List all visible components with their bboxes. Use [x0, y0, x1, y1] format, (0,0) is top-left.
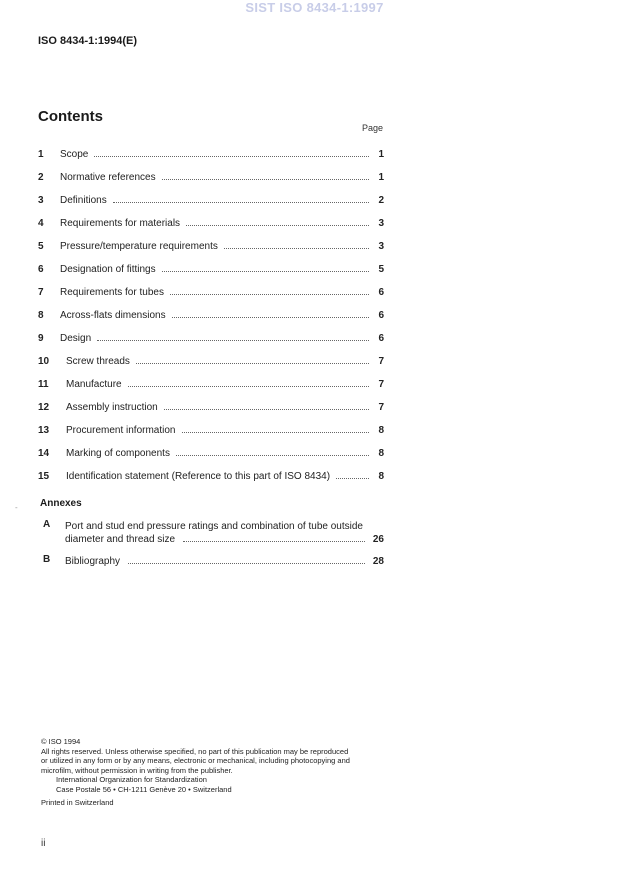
printed-in: Printed in Switzerland — [41, 798, 114, 807]
toc-label: Definitions — [60, 195, 107, 206]
toc-number: 14 — [38, 448, 50, 459]
toc-label: Screw threads — [66, 356, 130, 367]
toc-page: 1 — [378, 172, 384, 183]
toc-entry[interactable] — [38, 284, 384, 298]
toc-entry[interactable] — [38, 215, 384, 229]
toc-entry[interactable] — [38, 353, 384, 367]
toc-number: 1 — [38, 149, 44, 160]
page-number: ii — [41, 838, 46, 849]
toc-entry[interactable] — [38, 422, 384, 436]
document-id: ISO 8434-1:1994(E) — [38, 35, 138, 47]
copyright-line: © ISO 1994 — [41, 737, 81, 746]
annex-letter: A — [43, 519, 51, 530]
dot-leader — [186, 224, 369, 226]
toc-entry[interactable] — [38, 445, 384, 459]
annexes-heading: Annexes — [40, 498, 82, 509]
rights-text: All rights reserved. Unless otherwise specified, no part of this publication may be reproduced — [41, 746, 349, 756]
toc-number: 6 — [38, 264, 44, 275]
contents-title: Contents — [38, 108, 103, 125]
annex-entry-a[interactable] — [38, 519, 384, 549]
toc-page: 7 — [378, 379, 384, 390]
toc-page: 3 — [378, 218, 384, 229]
toc-label: Identification statement (Reference to this part of ISO 8434) — [66, 471, 331, 482]
annex-page: 26 — [372, 534, 384, 545]
toc-label: Normative references — [60, 172, 156, 183]
dot-leader — [170, 293, 369, 295]
dot-leader — [113, 201, 369, 203]
margin-mark: - — [15, 503, 18, 512]
dot-leader — [182, 431, 370, 433]
toc-number: 9 — [38, 333, 44, 344]
dot-leader — [336, 477, 369, 479]
toc-page: 8 — [378, 425, 384, 436]
toc-entry[interactable] — [38, 238, 384, 252]
toc-entry[interactable] — [38, 330, 384, 344]
toc-number: 2 — [38, 172, 44, 183]
toc-label: Marking of components — [66, 448, 170, 459]
toc-entry[interactable] — [38, 192, 384, 206]
toc-number: 11 — [38, 379, 49, 390]
toc-label: Design — [60, 333, 92, 344]
dot-leader — [128, 385, 369, 387]
toc-page: 3 — [378, 241, 384, 252]
toc-number: 3 — [38, 195, 44, 206]
toc-label: Requirements for tubes — [60, 287, 164, 298]
toc-label: Across-flats dimensions — [60, 310, 166, 321]
toc-entry[interactable] — [38, 468, 384, 482]
dot-leader — [162, 178, 369, 180]
rights-text: or utilized in any form or by any means, electronic or mechanical, including photocopying and — [41, 756, 350, 765]
toc-number: 4 — [38, 218, 44, 229]
annex-page: 28 — [372, 556, 384, 567]
toc-entry[interactable] — [38, 376, 384, 390]
toc-entry[interactable] — [38, 169, 384, 183]
dot-leader — [224, 247, 369, 249]
toc-page: 6 — [378, 287, 384, 298]
toc-page: 7 — [378, 402, 384, 413]
annex-letter: B — [43, 554, 51, 565]
toc-number: 5 — [38, 241, 44, 252]
toc-page: 8 — [378, 471, 384, 482]
toc-number: 8 — [38, 310, 44, 321]
annex-title-line2: diameter and thread size — [65, 534, 176, 545]
toc-number: 10 — [38, 356, 50, 367]
toc-label: Pressure/temperature requirements — [60, 241, 218, 252]
toc-number: 7 — [38, 287, 44, 298]
dot-leader — [176, 454, 369, 456]
toc-label: Manufacture — [66, 379, 122, 390]
annex-title-line1: Port and stud end pressure ratings and combination of tube outside — [65, 521, 363, 532]
watermark: SIST ISO 8434-1:1997 — [245, 0, 384, 15]
toc-label: Scope — [60, 149, 89, 160]
toc-number: 13 — [38, 425, 50, 436]
toc-label: Designation of fittings — [60, 264, 156, 275]
toc-page: 5 — [378, 264, 384, 275]
dot-leader — [94, 155, 369, 157]
dot-leader — [128, 562, 365, 564]
toc-page: 1 — [378, 149, 384, 160]
toc-number: 15 — [38, 471, 50, 482]
toc-page: 2 — [378, 195, 384, 206]
organization-name: International Organization for Standardization — [56, 775, 207, 784]
dot-leader — [183, 540, 365, 542]
toc-page: 6 — [378, 333, 384, 344]
toc-label: Requirements for materials — [60, 218, 181, 229]
annex-title: Bibliography — [65, 556, 121, 567]
organization-address: Case Postale 56 • CH-1211 Genève 20 • Switzerland — [56, 784, 232, 794]
copyright-notice — [41, 737, 391, 808]
dot-leader — [162, 270, 369, 272]
toc-label: Assembly instruction — [66, 402, 158, 413]
toc-label: Procurement information — [66, 425, 176, 436]
toc-entry[interactable] — [38, 399, 384, 413]
dot-leader — [172, 316, 369, 318]
rights-text: microfilm, without permission in writing from the publisher. — [41, 765, 233, 775]
annex-entry-b[interactable] — [38, 554, 384, 568]
toc-entry[interactable] — [38, 261, 384, 275]
toc-page: 8 — [378, 448, 384, 459]
toc-entry[interactable] — [38, 307, 384, 321]
toc-page: 6 — [378, 310, 384, 321]
page-column-label: Page — [362, 123, 384, 133]
dot-leader — [164, 408, 369, 410]
toc-number: 12 — [38, 402, 50, 413]
toc-page: 7 — [378, 356, 384, 367]
dot-leader — [136, 362, 369, 364]
dot-leader — [97, 339, 369, 341]
toc-entry[interactable] — [38, 146, 384, 160]
